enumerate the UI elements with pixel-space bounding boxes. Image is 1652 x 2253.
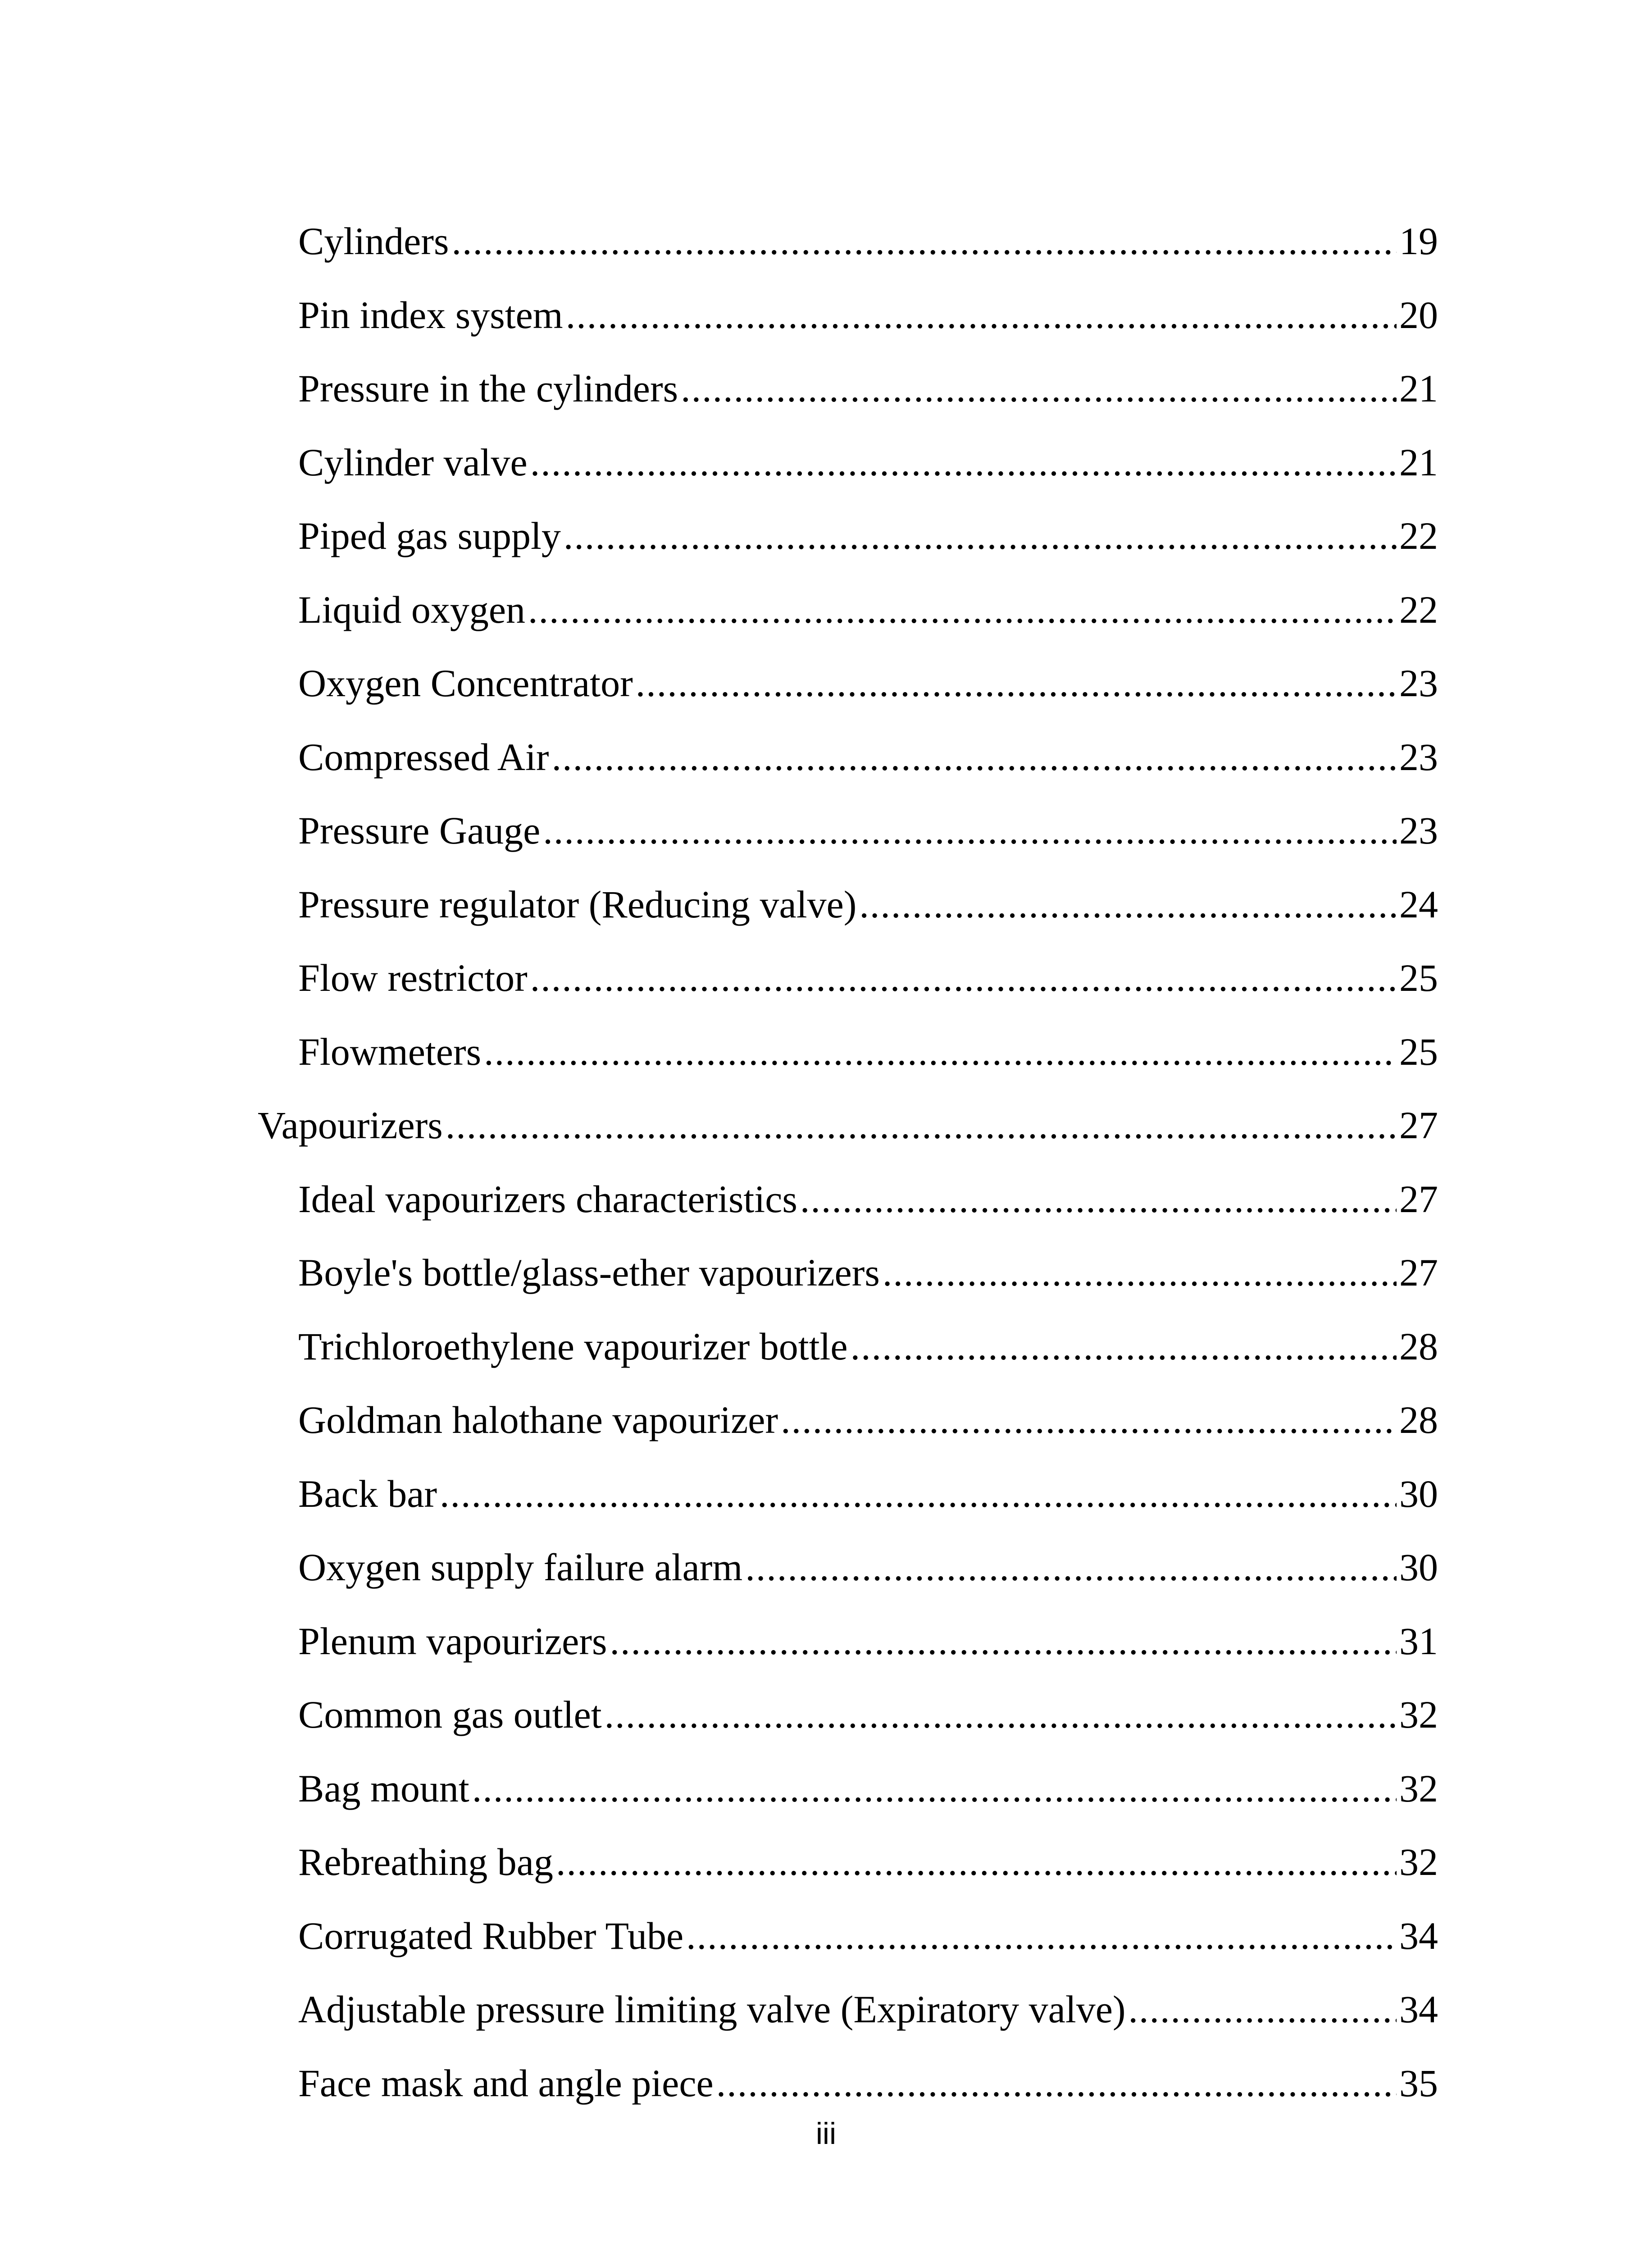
toc-entry-page-number: 23 xyxy=(1399,735,1438,779)
toc-entry[interactable] xyxy=(298,509,1438,563)
toc-dot-leader xyxy=(566,288,1397,342)
toc-entry[interactable] xyxy=(298,1393,1438,1447)
toc-entry-title: Vapourizers xyxy=(258,1104,443,1147)
toc-entry-page-number: 30 xyxy=(1399,1472,1438,1515)
toc-entry-title: Corrugated Rubber Tube xyxy=(298,1914,684,1957)
toc-dot-leader xyxy=(605,1687,1397,1742)
toc-dot-leader xyxy=(451,214,1397,268)
toc-entry-title: Boyle's bottle/glass-ether vapourizers xyxy=(298,1251,880,1294)
toc-dot-leader xyxy=(484,1025,1397,1079)
toc-dot-leader xyxy=(543,803,1397,857)
toc-entry[interactable] xyxy=(298,214,1438,268)
toc-dot-leader xyxy=(530,951,1397,1005)
toc-entry[interactable] xyxy=(298,288,1438,342)
toc-entry-page-number: 20 xyxy=(1399,293,1438,337)
toc-entry-page-number: 34 xyxy=(1399,1914,1438,1957)
toc-entry-page-number: 27 xyxy=(1399,1251,1438,1294)
toc-dot-leader xyxy=(686,1909,1397,1963)
toc-entry[interactable] xyxy=(298,1909,1438,1963)
toc-dot-leader xyxy=(472,1761,1397,1815)
toc-entry-page-number: 32 xyxy=(1399,1840,1438,1884)
toc-entry-page-number: 31 xyxy=(1399,1619,1438,1663)
toc-entry[interactable] xyxy=(298,1025,1438,1079)
toc-entry-page-number: 28 xyxy=(1399,1324,1438,1368)
toc-dot-leader xyxy=(883,1245,1397,1300)
toc-dot-leader xyxy=(440,1467,1397,1521)
toc-entry-title: Flowmeters xyxy=(298,1030,482,1073)
toc-entry-title: Flow restrictor xyxy=(298,956,528,999)
toc-dot-leader xyxy=(859,877,1397,931)
toc-dot-leader xyxy=(745,1540,1397,1594)
toc-entry-title: Pin index system xyxy=(298,293,563,337)
toc-entry[interactable] xyxy=(298,1172,1438,1226)
toc-entry-page-number: 24 xyxy=(1399,882,1438,926)
toc-dot-leader xyxy=(800,1172,1397,1226)
toc-dot-leader xyxy=(610,1614,1397,1668)
toc-entry-title: Face mask and angle piece xyxy=(298,2061,714,2105)
toc-entry-page-number: 30 xyxy=(1399,1546,1438,1589)
toc-dot-leader xyxy=(716,2056,1397,2110)
toc-entry-page-number: 21 xyxy=(1399,367,1438,410)
toc-entry-page-number: 25 xyxy=(1399,1030,1438,1073)
toc-entry-title: Plenum vapourizers xyxy=(298,1619,607,1663)
toc-dot-leader xyxy=(552,730,1397,784)
toc-entry-page-number: 27 xyxy=(1399,1177,1438,1221)
toc-entry-page-number: 25 xyxy=(1399,956,1438,999)
toc-dot-leader xyxy=(446,1098,1397,1152)
toc-entry-page-number: 23 xyxy=(1399,809,1438,852)
toc-entry-page-number: 22 xyxy=(1399,588,1438,631)
toc-dot-leader xyxy=(1129,1982,1397,2036)
toc-entry-title: Pressure Gauge xyxy=(298,809,541,852)
toc-entry[interactable] xyxy=(298,656,1438,710)
toc-entry[interactable] xyxy=(298,1467,1438,1521)
toc-entry[interactable] xyxy=(298,1319,1438,1373)
toc-entry-title: Bag mount xyxy=(298,1766,469,1810)
toc-entry[interactable] xyxy=(298,361,1438,415)
toc-entry-title: Oxygen Concentrator xyxy=(298,661,633,705)
toc-entry[interactable] xyxy=(298,951,1438,1005)
toc-entry-title: Ideal vapourizers characteristics xyxy=(298,1177,797,1221)
toc-dot-leader xyxy=(564,509,1397,563)
toc-entry-page-number: 32 xyxy=(1399,1766,1438,1810)
toc-dot-leader xyxy=(851,1319,1397,1373)
toc-entry[interactable] xyxy=(298,435,1438,489)
toc-entry[interactable] xyxy=(298,1835,1438,1889)
toc-entry-title: Cylinder valve xyxy=(298,440,528,484)
toc-dot-leader xyxy=(781,1393,1397,1447)
toc-entry-title: Common gas outlet xyxy=(298,1693,602,1736)
toc-entry-title: Pressure regulator (Reducing valve) xyxy=(298,882,857,926)
toc-entry-page-number: 22 xyxy=(1399,514,1438,557)
toc-entry-title: Back bar xyxy=(298,1472,437,1515)
toc-entry-page-number: 27 xyxy=(1399,1104,1438,1147)
toc-entry[interactable] xyxy=(298,877,1438,931)
toc-entry[interactable] xyxy=(298,803,1438,857)
toc-entry-page-number: 21 xyxy=(1399,440,1438,484)
toc-entry-page-number: 23 xyxy=(1399,661,1438,705)
toc-entry[interactable] xyxy=(298,1540,1438,1594)
toc-entry-page-number: 34 xyxy=(1399,1988,1438,2031)
toc-entry[interactable] xyxy=(298,1761,1438,1815)
toc-dot-leader xyxy=(681,361,1397,415)
toc-dot-leader xyxy=(636,656,1397,710)
toc-dot-leader xyxy=(530,435,1397,489)
toc-entry-page-number: 28 xyxy=(1399,1398,1438,1441)
toc-entry-title: Rebreathing bag xyxy=(298,1840,553,1884)
toc-entry[interactable] xyxy=(298,1982,1438,2036)
toc-entry-page-number: 32 xyxy=(1399,1693,1438,1736)
toc-entry-title: Liquid oxygen xyxy=(298,588,525,631)
toc-entry[interactable] xyxy=(258,1098,1438,1152)
toc-entry[interactable] xyxy=(298,1614,1438,1668)
toc-entry-title: Pressure in the cylinders xyxy=(298,367,678,410)
toc-dot-leader xyxy=(528,583,1397,637)
toc-dot-leader xyxy=(556,1835,1397,1889)
toc-entry[interactable] xyxy=(298,1687,1438,1742)
toc-entry[interactable] xyxy=(298,730,1438,784)
toc-entry[interactable] xyxy=(298,583,1438,637)
toc-entry-title: Piped gas supply xyxy=(298,514,561,557)
page-number: iii xyxy=(815,2116,837,2151)
toc-entry-page-number: 19 xyxy=(1399,219,1438,263)
toc-entry-page-number: 35 xyxy=(1399,2061,1438,2105)
toc-entry-title: Oxygen supply failure alarm xyxy=(298,1546,743,1589)
toc-entry-title: Trichloroethylene vapourizer bottle xyxy=(298,1324,848,1368)
toc-entry[interactable] xyxy=(298,2056,1438,2110)
toc-entry-title: Compressed Air xyxy=(298,735,549,779)
toc-entry-title: Cylinders xyxy=(298,219,449,263)
toc-entry-title: Adjustable pressure limiting valve (Expiratory valve) xyxy=(298,1988,1126,2031)
toc-entry-title: Goldman halothane vapourizer xyxy=(298,1398,778,1441)
toc-entry[interactable] xyxy=(298,1245,1438,1300)
